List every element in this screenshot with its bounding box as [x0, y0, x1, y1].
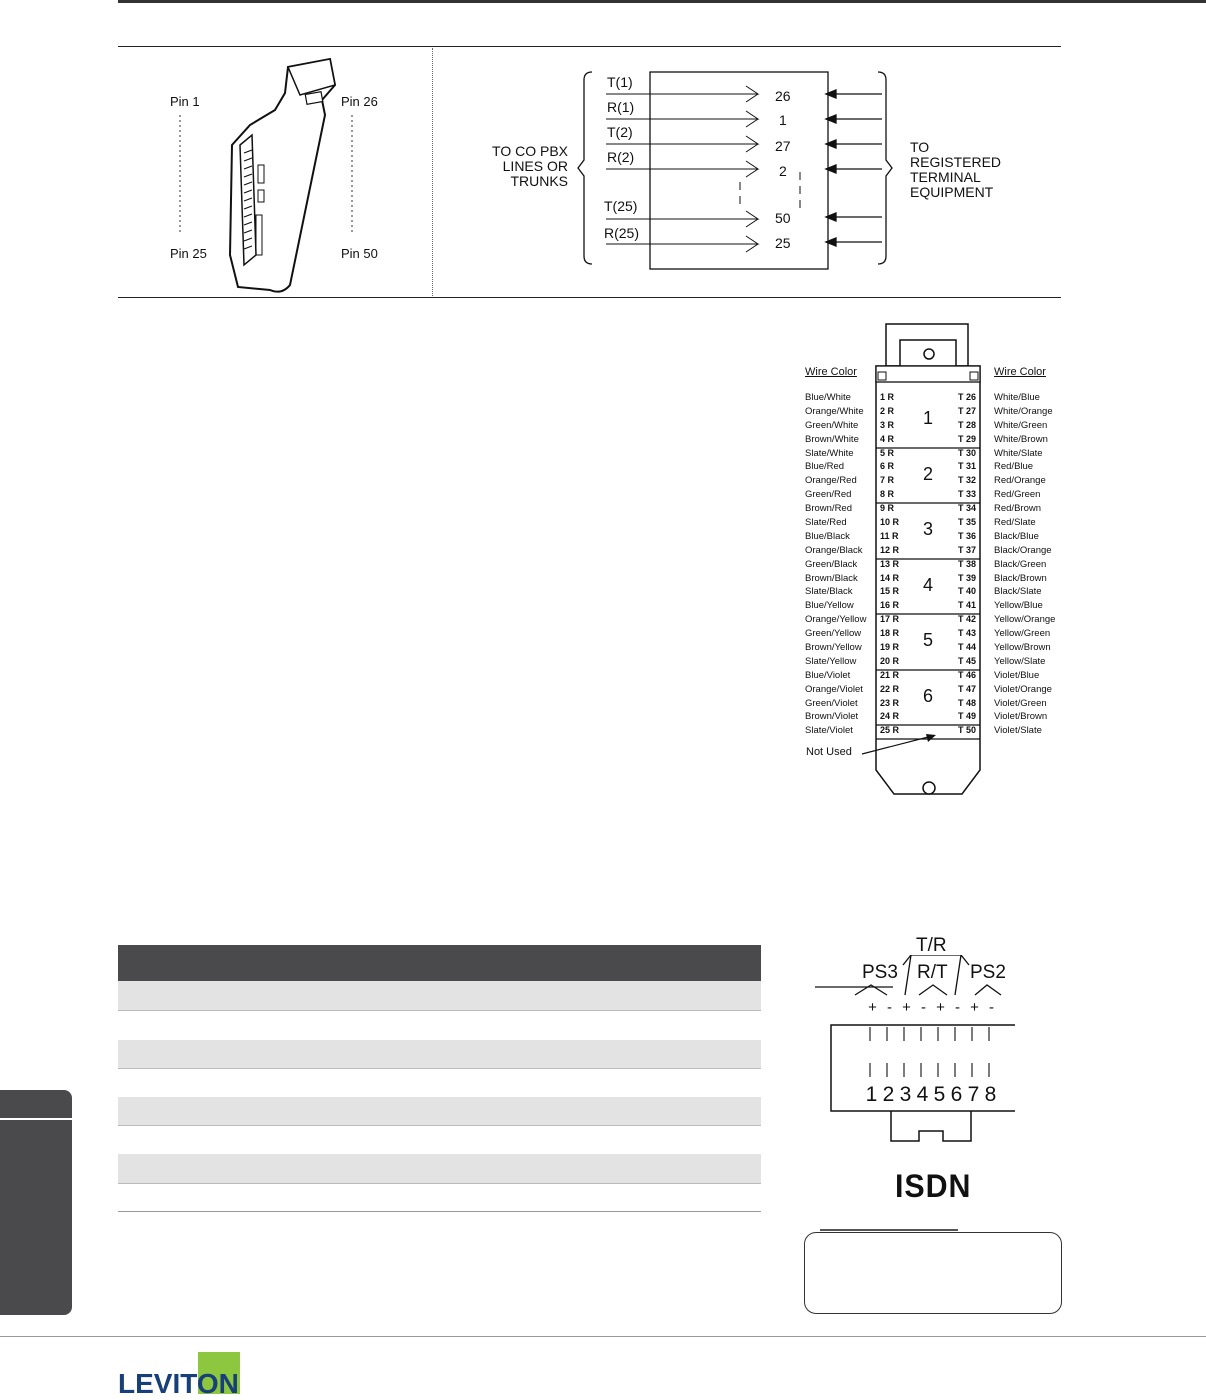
- jack-polarity: [864, 999, 1000, 1016]
- ring-pin: 23 R: [880, 697, 900, 708]
- table-row: [118, 1040, 761, 1069]
- wire-color: Red/Slate: [994, 517, 1036, 529]
- tip-pin: T 31: [958, 461, 977, 472]
- ps3-label: PS3: [862, 962, 898, 983]
- table-header: [118, 945, 761, 981]
- right-destination-label: [910, 140, 1001, 200]
- tr-label: T/R: [916, 935, 947, 956]
- tip-pin: T 39: [958, 572, 977, 583]
- ps2-label: PS2: [970, 962, 1006, 983]
- polarity-mark: -: [955, 999, 960, 1016]
- wire-color: Orange/Violet: [805, 683, 863, 695]
- table-row: [118, 1097, 761, 1126]
- tip-pin: T 49: [958, 711, 977, 722]
- ring-pin: 2 R: [880, 405, 895, 416]
- ring-pin: 17 R: [880, 614, 900, 625]
- wire-color: Brown/Red: [805, 503, 852, 515]
- ring-pin: 22 R: [880, 683, 900, 694]
- tip-pin: T 46: [958, 669, 977, 680]
- group-number: 1: [923, 408, 934, 428]
- tip-pin: T 36: [958, 530, 977, 541]
- wire-color: Red/Brown: [994, 503, 1041, 515]
- wire-color: Blue/Yellow: [805, 600, 854, 612]
- tip-pin: T 41: [958, 600, 977, 611]
- lead-label: R(25): [604, 225, 640, 241]
- ring-pin: 15 R: [880, 586, 900, 597]
- wiring-lines: [570, 60, 910, 280]
- tip-pin: T 43: [958, 628, 977, 639]
- ring-pin: 5 R: [880, 447, 895, 458]
- ring-pin: 24 R: [880, 711, 900, 722]
- jack-pin-numbers: [863, 1083, 999, 1107]
- jack-pin: 1: [865, 1083, 878, 1106]
- not-used-arrow: [860, 730, 940, 760]
- group-number: 3: [923, 519, 934, 539]
- pin-number: 27: [775, 138, 791, 154]
- left-wire-color-header: Wire Color: [805, 366, 857, 378]
- tip-pin: T 37: [958, 544, 977, 555]
- side-tab: [0, 1090, 72, 1315]
- lead-label: T(25): [604, 198, 638, 214]
- wire-color: Brown/Violet: [805, 711, 859, 723]
- table-row-divider: [118, 1068, 761, 1069]
- ring-pin: 9 R: [880, 503, 895, 514]
- rt-label: R/T: [917, 962, 948, 983]
- ring-pin: 7 R: [880, 475, 895, 486]
- wire-color: Green/Black: [805, 558, 858, 570]
- right-label-line: REGISTERED: [910, 154, 1002, 170]
- lead-label: R(1): [607, 99, 635, 115]
- tip-pin: T 45: [958, 655, 977, 666]
- pin1-label: Pin 1: [170, 94, 200, 109]
- ring-pin: 21 R: [880, 669, 900, 680]
- wire-color: Brown/Black: [805, 572, 858, 584]
- note-accent-bar: [820, 1229, 958, 1231]
- group-number: 2: [923, 464, 934, 484]
- tip-pin: T 34: [958, 503, 977, 514]
- wire-color: Green/Red: [805, 489, 852, 501]
- wire-color: Slate/Red: [805, 517, 847, 529]
- pin-number: 26: [775, 88, 791, 104]
- wire-color: Slate/Violet: [805, 725, 853, 737]
- pin-number: 2: [779, 163, 787, 179]
- tip-pin: T 32: [958, 475, 977, 486]
- wire-color: Orange/White: [805, 405, 864, 417]
- wire-color: Yellow/Blue: [994, 600, 1043, 612]
- tip-pin: T 30: [958, 447, 977, 458]
- table-row: [118, 981, 761, 1010]
- wire-color: Black/Brown: [994, 572, 1047, 584]
- ring-pin: 18 R: [880, 628, 900, 639]
- lead-label: R(2): [607, 149, 635, 165]
- wire-color: Green/Violet: [805, 697, 858, 709]
- not-used-label: Not Used: [806, 746, 852, 758]
- wire-color: Slate/Black: [805, 586, 853, 598]
- ring-pin: 20 R: [880, 655, 900, 666]
- wire-color: Orange/Red: [805, 475, 857, 487]
- jack-pin: 7: [967, 1083, 980, 1106]
- jack-pin: 5: [933, 1083, 946, 1106]
- wire-color: Black/Slate: [994, 586, 1042, 598]
- wire-color: Yellow/Brown: [994, 642, 1051, 654]
- wire-color: Black/Blue: [994, 530, 1039, 542]
- table-row-divider: [118, 1125, 761, 1126]
- pin-number: 50: [775, 210, 791, 226]
- pin-number: 1: [779, 112, 787, 128]
- wire-color: Brown/Yellow: [805, 642, 862, 654]
- pin-number: 25: [775, 235, 791, 251]
- table-row: [118, 1154, 761, 1183]
- wire-color: White/Blue: [994, 392, 1040, 403]
- right-wire-colors: [994, 391, 1055, 738]
- tip-pin: T 33: [958, 489, 977, 500]
- left-wire-colors: [805, 391, 866, 738]
- wire-color: Yellow/Green: [994, 628, 1051, 640]
- ring-pin: 4 R: [880, 433, 895, 444]
- wire-color: Green/White: [805, 419, 859, 431]
- jack-pin: 4: [916, 1083, 929, 1106]
- wire-color: Violet/Orange: [994, 683, 1052, 695]
- polarity-mark: +: [970, 999, 979, 1016]
- ring-pin: 16 R: [880, 600, 900, 611]
- polarity-mark: -: [887, 999, 892, 1016]
- pin26-label: Pin 26: [341, 94, 378, 109]
- ring-pin: 13 R: [880, 558, 900, 569]
- wire-color: Blue/Violet: [805, 669, 851, 681]
- wire-color: Black/Green: [994, 558, 1047, 570]
- ring-pin: 3 R: [880, 419, 895, 430]
- section-top-rule: [118, 46, 1061, 47]
- jack-outline: [815, 955, 1015, 1155]
- ring-pin: 12 R: [880, 544, 900, 555]
- jack-pin: 6: [950, 1083, 963, 1106]
- note-box: [804, 1232, 1062, 1314]
- tip-pin: T 26: [958, 392, 977, 402]
- wire-color: Green/Yellow: [805, 628, 862, 640]
- tip-pin: T 38: [958, 558, 977, 569]
- group-number: 4: [923, 575, 934, 595]
- ring-pin: 25 R: [880, 725, 900, 736]
- ring-pin: 14 R: [880, 572, 900, 583]
- wire-color: Violet/Brown: [994, 711, 1048, 723]
- tip-pin: T 50: [958, 725, 977, 736]
- wire-color: Blue/Red: [805, 461, 845, 473]
- tip-pin: T 42: [958, 614, 977, 625]
- section-divider: [432, 48, 433, 296]
- wire-color: Yellow/Orange: [994, 614, 1056, 626]
- group-number: 6: [923, 686, 934, 706]
- pin25-label: Pin 25: [170, 246, 207, 261]
- wire-color: Brown/White: [805, 433, 859, 445]
- group-number: 5: [923, 630, 934, 650]
- jack-pin: 2: [882, 1083, 895, 1106]
- left-label-line: TRUNKS: [510, 173, 568, 189]
- polarity-mark: -: [921, 999, 926, 1016]
- wire-color: Red/Blue: [994, 461, 1034, 473]
- footer-rule: [0, 1336, 1206, 1337]
- wire-color: White/Slate: [994, 447, 1043, 459]
- wire-color: Yellow/Slate: [994, 655, 1046, 667]
- amphenol-connector-drawing: [160, 55, 380, 295]
- tip-pin: T 40: [958, 586, 977, 597]
- ring-pin: 11 R: [880, 530, 899, 541]
- right-label-line: TO: [910, 139, 930, 155]
- wire-color: Violet/Green: [994, 697, 1047, 709]
- wire-color: White/Green: [994, 419, 1048, 431]
- header-rule: [118, 0, 1206, 3]
- right-label-line: EQUIPMENT: [910, 184, 994, 200]
- tip-pin-numbers: [958, 391, 976, 738]
- tip-pin: T 29: [958, 433, 977, 444]
- wire-color: Blue/Black: [805, 530, 850, 542]
- ring-pin: 10 R: [880, 517, 900, 528]
- jack-pin: 8: [984, 1083, 997, 1106]
- polarity-mark: +: [902, 999, 911, 1016]
- ring-pin: 19 R: [880, 642, 900, 653]
- ring-pin: 8 R: [880, 489, 895, 500]
- wire-color: Blue/White: [805, 392, 851, 403]
- lead-label: T(1): [607, 74, 633, 90]
- polarity-mark: +: [868, 999, 877, 1016]
- wire-color: Black/Orange: [994, 544, 1052, 556]
- polarity-mark: -: [989, 999, 994, 1016]
- wire-color: Orange/Black: [805, 544, 863, 556]
- ring-pin: 6 R: [880, 461, 895, 472]
- isdn-title: ISDN: [895, 1168, 972, 1204]
- tip-pin: T 47: [958, 683, 977, 694]
- section-bottom-rule: [118, 297, 1061, 298]
- leviton-logo: LEVITON: [118, 1368, 239, 1399]
- left-destination-label: [484, 144, 568, 189]
- wire-color: Slate/Yellow: [805, 655, 857, 667]
- tip-pin: T 44: [958, 642, 977, 653]
- table-row-divider: [118, 1010, 761, 1011]
- pin50-label: Pin 50: [341, 246, 378, 261]
- table-row-divider: [118, 1183, 761, 1184]
- left-label-line: TO CO PBX: [492, 143, 568, 159]
- polarity-mark: +: [936, 999, 945, 1016]
- tip-pin: T 48: [958, 697, 977, 708]
- wire-color: Slate/White: [805, 447, 854, 459]
- right-label-line: TERMINAL: [910, 169, 981, 185]
- wire-color: White/Brown: [994, 433, 1048, 445]
- wire-color: Violet/Blue: [994, 669, 1040, 681]
- ring-pin: 1 R: [880, 392, 895, 402]
- right-wire-color-header: Wire Color: [994, 366, 1046, 378]
- tip-pin: T 28: [958, 419, 977, 430]
- wire-color: White/Orange: [994, 405, 1053, 417]
- lead-label: T(2): [607, 124, 633, 140]
- left-label-line: LINES OR: [502, 158, 568, 174]
- side-tab-divider: [0, 1118, 72, 1120]
- wire-color: Violet/Slate: [994, 725, 1042, 737]
- wire-color: Red/Green: [994, 489, 1041, 501]
- wire-color: Red/Orange: [994, 475, 1046, 487]
- tip-pin: T 35: [958, 517, 977, 528]
- table-bottom-rule: [118, 1211, 761, 1212]
- ring-pin-numbers: [880, 391, 899, 738]
- jack-pin: 3: [899, 1083, 912, 1106]
- wire-color: Orange/Yellow: [805, 614, 867, 626]
- tip-pin: T 27: [958, 405, 977, 416]
